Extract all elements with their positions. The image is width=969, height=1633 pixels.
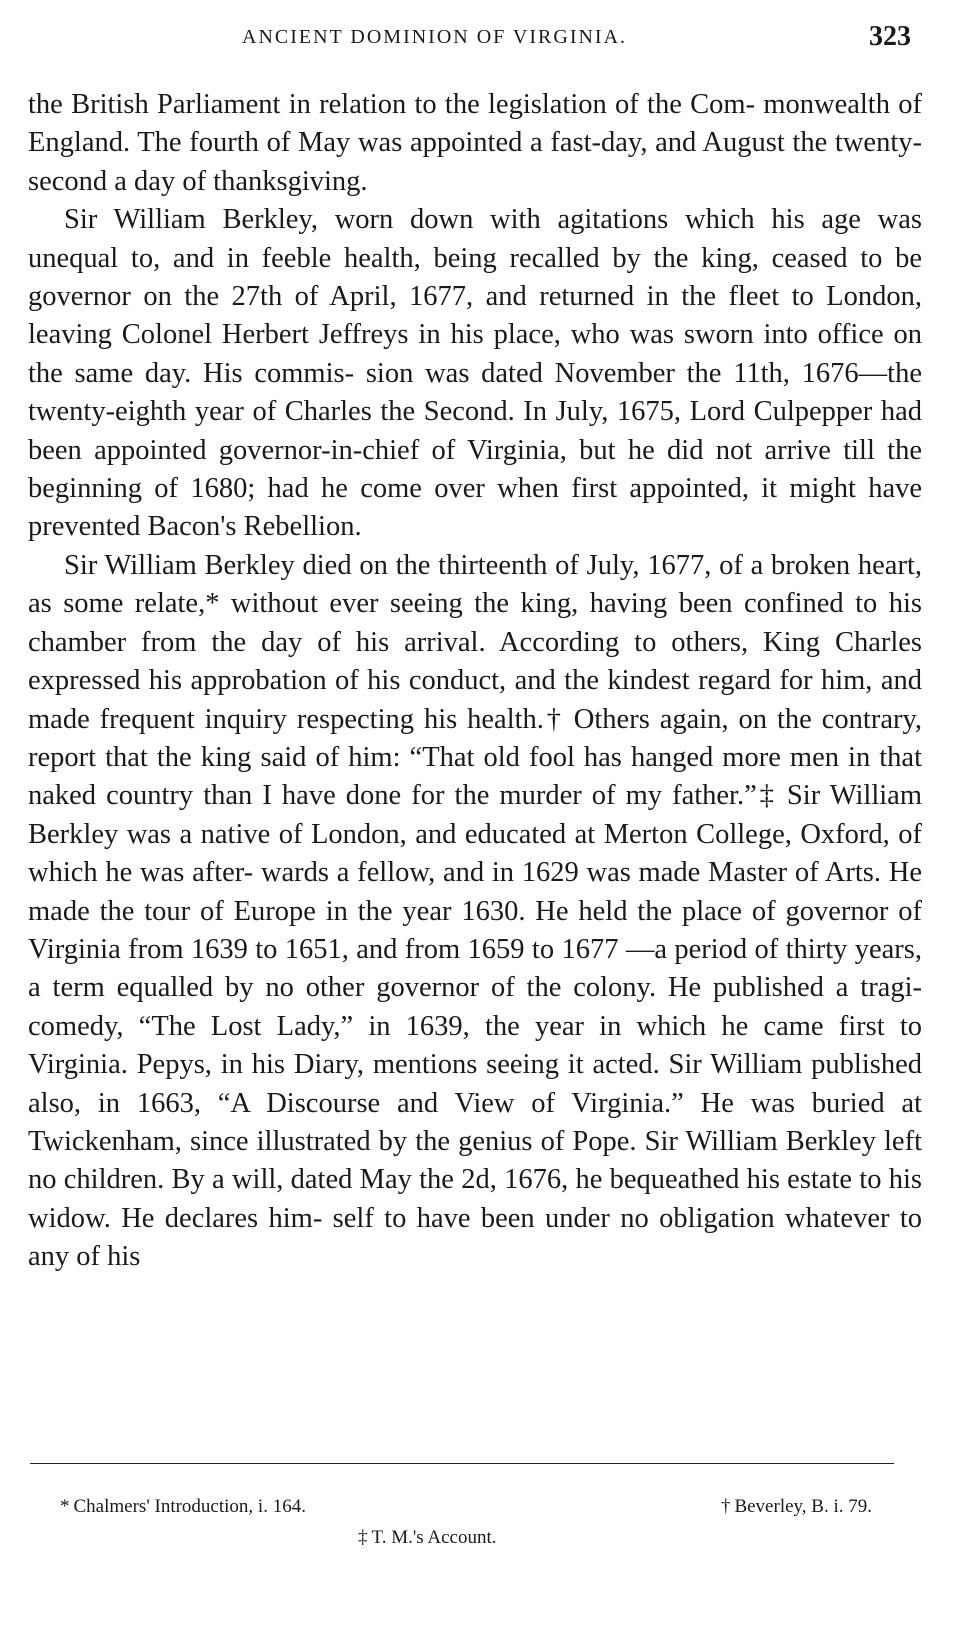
footnote-text: Beverley, B. i. 79. bbox=[734, 1496, 872, 1517]
paragraph-berkley-death: Sir William Berkley died on the thirteenth of July, 1677, of a broken heart, as some relate,* without ever seeing the king, having been confined to his chamber from the day of his arrival. According to others, King Charles expressed his approbation of his conduct, and the kindest regard for him, and made frequent inquiry respecting his health.† Others again, on the contrary, report that the king said of him: “That old fool has hanged more men in that naked country than I have done for the murder of my father.”‡ Sir William Berkley was a native of London, and educated at Merton College, Oxford, of which he was after- wards a fellow, and in 1629 was made Master of Arts. He made the tour of Europe in the year 1630. He held the place of governor of Virginia from 1639 to 1651, and from 1659 to 1677 —a period of thirty years, a term equalled by no other governor of the colony. He published a tragi-comedy, “The Lost Lady,” in 1639, the year in which he came first to Virginia. Pepys, in his Diary, mentions seeing it acted. Sir William published also, in 1663, “A Discourse and View of Virginia.” He was buried at Twickenham, since illustrated by the genius of Pope. Sir William Berkley left no children. By a will, dated May the 2d, 1676, he bequeathed his estate to his widow. He declares him- self to have been under no obligation whatever to any of his bbox=[28, 549, 922, 1273]
footnote-chalmers bbox=[60, 1492, 306, 1521]
footnote-beverley bbox=[721, 1492, 872, 1521]
running-head: ANCIENT DOMINION OF VIRGINIA. bbox=[242, 26, 628, 48]
footnote-text: T. M.'s Account. bbox=[371, 1527, 497, 1548]
body-text bbox=[28, 86, 922, 1277]
page-number: 323 bbox=[869, 21, 911, 52]
footnote-row bbox=[58, 1523, 874, 1554]
page-header bbox=[26, 20, 911, 56]
paragraph-continued: the British Parliament in relation to the legislation of the Com- monwealth of England. The fourth of May was appointed a fast-day, and August the twenty-second a day of thanksgiving. bbox=[28, 89, 922, 197]
footnote-rule bbox=[30, 1463, 894, 1464]
footnote-tm-account bbox=[358, 1523, 496, 1552]
footnote-row bbox=[58, 1492, 874, 1523]
footnote-text: Chalmers' Introduction, i. 164. bbox=[73, 1496, 306, 1517]
footnotes bbox=[58, 1492, 874, 1554]
asterisk-mark: * bbox=[60, 1496, 70, 1517]
dagger-mark: † bbox=[720, 1496, 731, 1517]
double-dagger-mark: ‡ bbox=[358, 1527, 368, 1548]
paragraph-berkley-recalled: Sir William Berkley, worn down with agitations which his age was unequal to, and in feeble health, being recalled by the king, ceased to be governor on the 27th of April, 1677, and returned in the fleet to London, leaving Colonel Herbert Jeffreys in his place, who was sworn into office on the same day. His commis- sion was dated November the 11th, 1676—the twenty-eighth year of Charles the Second. In July, 1675, Lord Culpepper had been appointed governor-in-chief of Virginia, but he did not arrive till the beginning of 1680; had he come over when first appointed, it might have prevented Bacon's Rebellion. bbox=[28, 204, 922, 543]
